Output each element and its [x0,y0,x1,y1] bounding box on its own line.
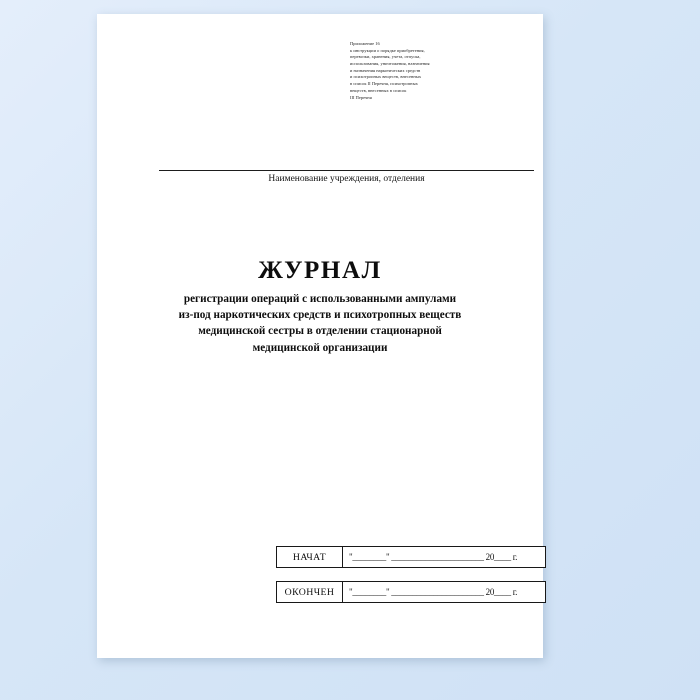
started-label: НАЧАТ [276,546,343,568]
finished-date-value: "________" ______________________ 20____ г. [349,587,518,597]
document-page [97,14,543,658]
page-content [97,14,543,658]
finished-label: ОКОНЧЕН [276,581,343,603]
page-subtitle [125,291,515,357]
institution-rule [159,170,534,171]
institution-label: Наименование учреждения, отделения [268,174,425,184]
finished-date-field[interactable] [343,581,546,603]
appendix-line-1: Приложение 16 [350,41,380,46]
appendix-line-6: и психотропных веществ, внесенных [350,74,422,80]
subtitle-line-1: регистрации операций с использованными ампулами [183,292,457,305]
subtitle-line-3: медицинской сестры в отделении стационарной [198,325,442,338]
appendix-line-8: веществ, внесенных в список [350,87,407,93]
started-date-value: "________" ______________________ 20____ г. [349,552,518,562]
finished-row [276,581,546,603]
subtitle-line-4: медицинской организации [252,341,388,354]
appendix-line-9: III Перечня [350,94,372,100]
title-block [125,257,515,356]
page-title: ЖУРНАЛ [258,257,382,284]
appendix-line-4: использования, уничтожения, назначения [350,61,430,67]
appendix-line-2: к инструкции о порядке приобретения, [350,47,425,53]
appendix-line-5: и назначения наркотических средств [350,67,421,73]
appendix-line-3: перевозки, хранения, учета, отпуска, [350,54,421,60]
started-date-field[interactable] [343,546,546,568]
started-row [276,546,546,568]
appendix-line-7: в список II Перечня, психотропных [350,81,418,87]
subtitle-line-2: из-под наркотических средств и психотропных веществ [178,308,462,321]
appendix-note [350,41,530,101]
